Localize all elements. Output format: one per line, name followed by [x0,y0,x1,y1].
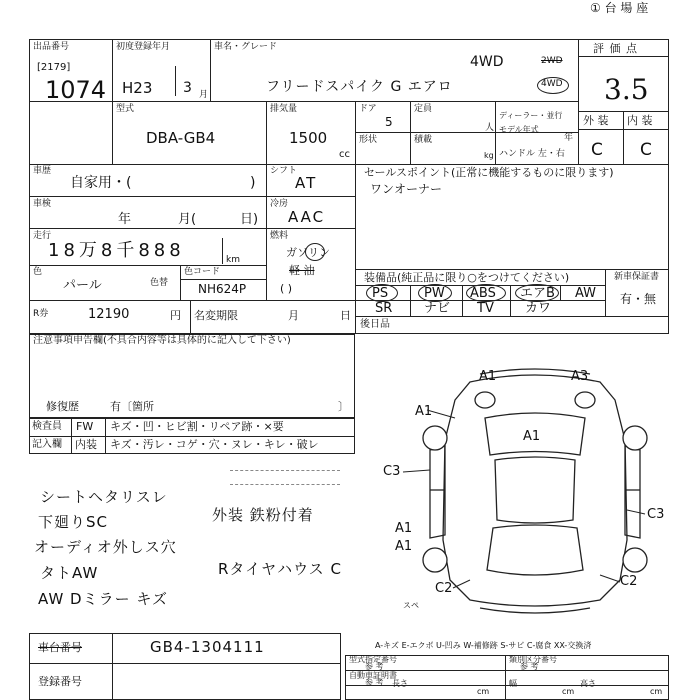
mark-hood: A1 [523,429,541,444]
overall-grade: 3.5 [604,73,649,106]
load-label: 積載 [414,135,433,145]
recycle-value: 12190 [88,307,130,322]
lot-number: 1074 [45,76,107,104]
chassis-number: GB4-1304111 [150,638,265,656]
equip-tv: TV [477,301,494,316]
capacity-unit: 人 [485,123,495,133]
door-count: 5 [385,115,393,129]
pw-circle-mark [418,284,452,302]
notes-label: 注意事項申告欄(不具合内容等は具体的に記入して下さい) [33,335,291,346]
equip-navi: ナビ [424,301,451,316]
car-name: フリードスパイク G エアロ [266,79,453,95]
check-row1-text: キズ・凹・ヒビ割・リペア跡・×要 [110,420,284,433]
class-ref: 参 考 [520,662,539,671]
height-unit: cm [650,687,663,696]
lot-code: [2179] [37,62,71,73]
history-close: ) [250,175,256,191]
chassis-label: 車台番号 [38,641,82,654]
type-spec-ref: 参 考 [365,662,384,671]
spare-label: スペ [403,601,419,610]
width-unit: cm [562,687,575,696]
note-audio: オーディオ外しス穴 [34,538,177,556]
registration-label: 登録番号 [38,675,82,688]
interior-grade: C [640,140,653,160]
length-label: 長さ [392,679,408,688]
mark-left-fender: A1 [415,404,433,419]
load-unit: kg [484,151,494,160]
width-label: 幅 [509,679,517,688]
type-spec-label: 型式指定番号 [349,655,397,664]
inspector-label-2: 記入欄 [32,439,62,450]
inspection-label: 車検 [33,199,52,209]
equip-abs: ABS [470,286,496,301]
handle-label: ハンドル 左・右 [499,149,565,159]
exterior-label: 外 装 [583,114,609,127]
color-label: 色 [33,267,43,277]
grade-label: 評 価 点 [593,42,638,55]
fuel-circle-mark [305,243,325,261]
mileage-unit: km [226,255,240,265]
history-label: 車歴 [33,166,52,176]
model-code: DBA-GB4 [146,129,216,147]
reg-month-unit: 月 [199,90,209,100]
car-damage-diagram [375,360,675,615]
mileage-label: 走行 [33,231,52,241]
length-unit: cm [477,687,490,696]
fuel-diesel: 軽 油 [289,264,315,277]
note-tire-house: Rタイヤハウス C [218,560,342,578]
damage-legend: A-キズ E-エクボ U-凹み W-補修跡 S-サビ C-腐食 XX-交換済 [375,641,592,650]
reg-era: H23 [122,79,153,97]
equip-aw: AW [575,286,597,301]
mark-right-door: C3 [647,507,665,522]
inspection-year-unit: 年 [118,212,132,227]
warranty-value: 有・無 [620,292,657,306]
name-change-day: 日 [340,309,351,322]
equip-ps: PS [372,286,389,301]
mark-left-rear-2: A1 [395,539,413,554]
mark-left-door: C3 [383,464,401,479]
mark-front-right: A3 [571,369,589,384]
drive-2wd: 2WD [541,56,563,66]
fuel-gasoline: ガソリン [286,246,330,259]
color-code-label: 色コード [184,267,221,277]
ps-circle-mark [366,284,398,302]
warranty-label: 新車保証書 [614,272,660,282]
shift-label: シフト [270,166,298,176]
cert-label: 自動車証明書 [349,671,397,680]
check-row1-head: FW [76,420,94,433]
equipment-label: 装備品(純正品に限り○をつけてください) [364,271,570,284]
history-value: 自家用・( [70,175,132,191]
drive-circle-mark [537,77,569,94]
model-year-label: モデル年式 [499,125,539,134]
abs-circle-mark [466,284,506,302]
airbag-circle-mark [515,284,559,302]
reg-label: 初度登録年月 [116,42,171,52]
lot-label: 出品番号 [33,42,70,52]
corner-mark: ① 台 場 座 [590,1,649,15]
note-mirror: AW Dミラー キズ [38,590,169,608]
equip-sr: SR [375,301,393,316]
color-code: NH624P [198,282,247,296]
shift-value: AT [295,174,318,192]
capacity-label: 定員 [414,104,433,114]
fuel-other: ( ) [280,282,293,295]
recycle-label: R券 [33,309,49,319]
dealer-label: ディーラー・並行 [499,111,563,120]
shape-label: 形状 [359,135,378,145]
mark-rear-right: C2 [620,574,638,589]
ac-value: AAC [288,208,326,226]
drive-type: 4WD [470,54,504,70]
note-iron-dust: 外装 鉄粉付着 [212,506,314,524]
sales-point-label: セールスポイント(正常に機能するものに限ります) [364,166,614,179]
mark-left-rear: A1 [395,521,413,536]
mark-rear-left: C2 [435,581,453,596]
height-label: 高さ [580,679,596,688]
interior-label: 内 装 [627,114,653,127]
inspection-day-unit: 日) [240,212,259,227]
mileage-value: 18万8千888 [48,240,185,261]
reg-month: 3 [183,80,192,96]
note-underbody: 下廻りSC [38,513,108,531]
door-label: ドア [359,104,377,114]
year-unit: 年 [564,133,574,143]
equip-airbag: エアB [520,286,555,301]
name-change-label: 名変期限 [194,309,238,322]
exterior-grade: C [591,140,604,160]
sales-point-value: ワンオーナー [370,182,443,196]
equip-pw: PW [424,286,445,301]
mark-front-left: A1 [479,369,497,384]
repair-history-close: 〕 [338,400,349,413]
repair-history-value: 有〔箇所 [110,400,154,413]
repair-history-label: 修復歴 [46,400,79,413]
cc-unit: cc [339,149,350,160]
check-row2-text: キズ・汚レ・コゲ・穴・ヌレ・キレ・破レ [110,438,319,451]
displacement-label: 排気量 [270,104,298,114]
equip-leather: カワ [525,301,552,316]
rear-item-label: 後日品 [360,319,390,330]
note-seat-wear: シートヘタリスレ [40,488,168,506]
color-value: パール [63,278,102,293]
color-change-label: 色替 [150,278,169,288]
check-row2-head: 内装 [75,438,97,451]
cert-ref: 参 考 [365,678,384,687]
drive-4wd-circled: 4WD [541,79,563,89]
inspector-label-1: 検査員 [32,421,62,432]
ac-label: 冷房 [270,199,289,209]
model-label: 型式 [116,104,135,114]
displacement: 1500 [289,129,328,147]
recycle-unit: 円 [170,309,181,322]
car-name-label: 車名・グレード [214,42,278,52]
inspection-month-unit: 月( [178,212,197,227]
class-label: 類別区分番号 [509,655,557,664]
name-change-month: 月 [288,309,299,322]
note-aw: タトAW [40,564,99,582]
fuel-label: 燃料 [270,231,289,241]
